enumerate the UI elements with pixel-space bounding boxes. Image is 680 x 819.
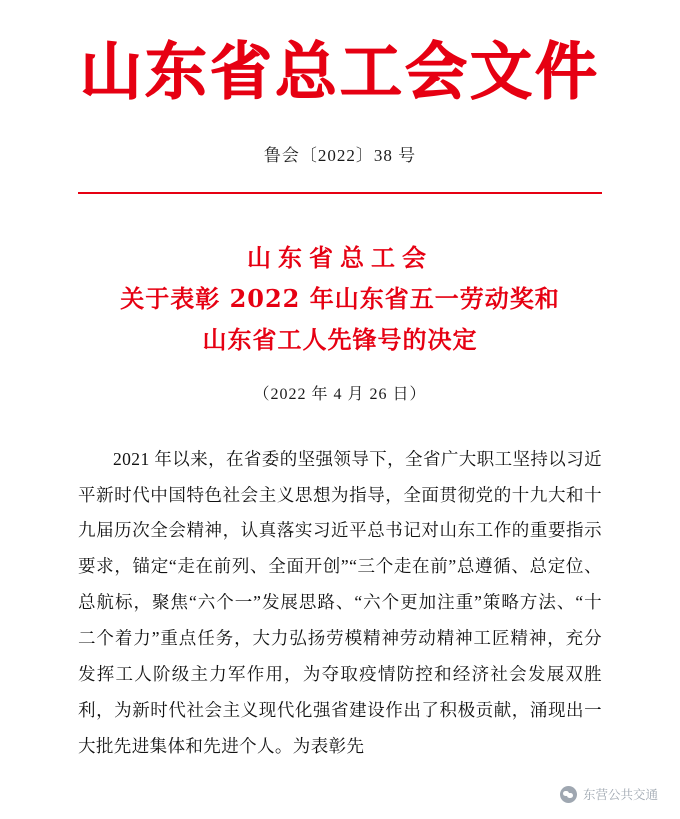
document-number: 鲁会〔2022〕38 号	[263, 146, 417, 166]
source-badge-label: 东营公共交通	[582, 788, 658, 802]
body-paragraph-1: 2021 年以来，在省委的坚强领导下，全省广大职工坚持以习近平新时代中国特色社会主义思想为指导，全面贯彻党的十九大和十九届历次全会精神，认真落实习近平总书记对山东工作的重要指示要求，锚定“走在前列、全面开创”“三个走在前”总遵循、总定位、总航标，聚焦“六个一”发展思路、“六个更加注重”策略方法、“十二个着力”重点任务，大力弘扬劳模精神劳动精神工匠精神，充分发挥工人阶级主力军作用，为夺取疫情防控和经济社会发展双胜利，为新时代社会主义现代化强省建设作出了积极贡献，涌现出一大批先进集体和先进个人。为表彰先	[78, 448, 602, 756]
title-line-subject-2: 山东省工人先锋号的决定	[202, 324, 478, 354]
document-body	[78, 442, 602, 765]
red-divider-rule	[78, 192, 602, 194]
wechat-icon	[560, 786, 577, 803]
masthead-title: 山东省总工会文件	[79, 35, 600, 108]
title-line-subject-1: 关于表彰 2022 年山东省五一劳动奖和	[120, 284, 560, 314]
document-title-block	[78, 238, 602, 360]
document-date: （2022 年 4 月 26 日）	[253, 385, 427, 403]
masthead	[78, 0, 602, 107]
title-line-issuer: 山东省总工会	[247, 243, 433, 273]
source-badge	[560, 785, 658, 803]
